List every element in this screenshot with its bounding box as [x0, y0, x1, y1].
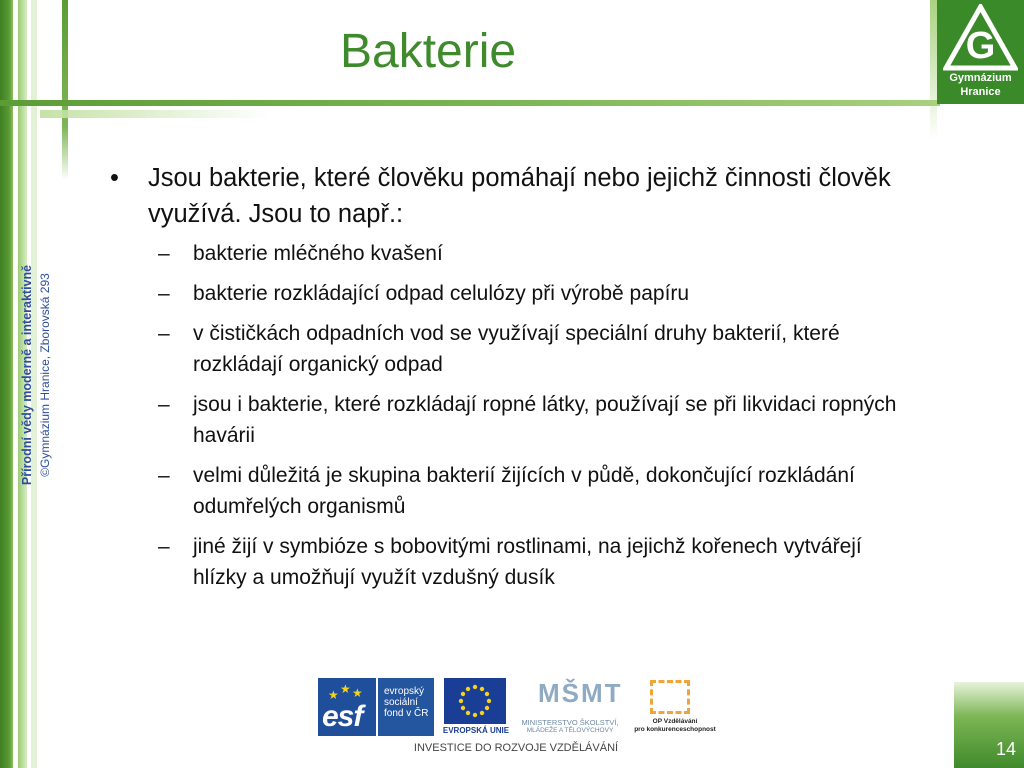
list-item: [110, 318, 910, 380]
op-caption-line: pro konkurenceschopnost: [634, 726, 716, 733]
list-item-text: velmi důležitá je skupina bakterií žijících v půdě, dokončující rozkládání odumřelých organismů: [193, 464, 855, 518]
op-logo-mark: [650, 680, 690, 714]
star-icon: ★: [340, 682, 351, 696]
main-bullet: [110, 160, 910, 232]
dash-marker: –: [158, 322, 170, 345]
dash-marker: –: [158, 535, 170, 558]
list-item: [110, 389, 910, 451]
logo-line-1: Gymnázium: [949, 72, 1012, 84]
eu-stars-icon: [444, 678, 506, 724]
side-caption-copyright: ©Gymnázium Hranice, Zborovská 293: [38, 273, 52, 477]
esf-caption-line: fond v ČR: [384, 708, 429, 719]
vertical-accent-line: [62, 0, 68, 180]
list-item-text: jiné žijí v symbióze s bobovitými rostlinami, na jejichž kořenech vytvářejí hlízky a umožňují využít vzdušný dusík: [193, 535, 862, 589]
list-item-text: v čističkách odpadních vod se využívají speciální druhy bakterií, které rozkládají organický odpad: [193, 322, 840, 376]
title-underline-fade: [40, 110, 270, 118]
slide-content: [110, 160, 910, 602]
list-item: [110, 238, 910, 269]
dash-marker: –: [158, 393, 170, 416]
side-caption: [18, 230, 62, 520]
logo-line-2: Hranice: [960, 86, 1001, 98]
left-decor-bar: [0, 0, 13, 768]
dash-marker: –: [158, 242, 170, 265]
list-item-text: bakterie mléčného kvašení: [193, 242, 443, 265]
right-decor-bar: [930, 0, 937, 140]
op-logo: [632, 678, 718, 738]
slide-title: Bakterie: [340, 25, 517, 78]
esf-caption-line: sociální: [384, 697, 418, 708]
list-item: [110, 278, 910, 309]
title-underline: [0, 100, 940, 106]
msmt-caption-line: MLÁDEŽE A TĚLOVÝCHOVY: [526, 727, 614, 734]
page-number-box: [954, 682, 1024, 768]
esf-logo-caption: [378, 678, 434, 736]
esf-logo-box: [318, 678, 376, 736]
star-icon: ★: [352, 686, 363, 700]
dash-marker: –: [158, 464, 170, 487]
school-logo: [937, 0, 1024, 104]
footer-logos: [318, 678, 718, 760]
msmt-caption-line: MINISTERSTVO ŠKOLSTVÍ,: [521, 718, 619, 727]
list-item-text: bakterie rozkládající odpad celulózy při výrobě papíru: [193, 282, 690, 305]
msmt-logo-mark: MŠMT: [538, 678, 623, 708]
sub-list: [110, 238, 910, 593]
op-caption-line: OP Vzdělávání: [652, 718, 698, 725]
page-number: 14: [995, 739, 1016, 759]
esf-caption-line: evropský: [384, 686, 425, 697]
list-item: [110, 460, 910, 522]
eu-flag: [444, 678, 506, 724]
main-bullet-text: Jsou bakterie, které člověku pomáhají nebo jejichž činnosti člověk využívá. Jsou to např.:: [148, 164, 891, 228]
logo-triangle-icon: [943, 4, 1018, 72]
bullet-marker: •: [110, 164, 119, 192]
esf-logo: [318, 678, 434, 736]
footer-caption: INVESTICE DO ROZVOJE VZDĚLÁVÁNÍ: [413, 742, 619, 754]
logo-letter: G: [965, 25, 996, 67]
side-caption-title: Přírodní vědy moderně a interaktivně: [20, 264, 34, 486]
msmt-logo: [508, 678, 628, 738]
star-icon: ★: [328, 688, 339, 702]
eu-label: EVROPSKÁ UNIE: [442, 726, 510, 735]
list-item-text: jsou i bakterie, které rozkládají ropné látky, používají se při likvidaci ropných havárii: [193, 393, 897, 447]
list-item: [110, 531, 910, 593]
esf-logo-text: esf: [322, 700, 363, 733]
dash-marker: –: [158, 282, 170, 305]
